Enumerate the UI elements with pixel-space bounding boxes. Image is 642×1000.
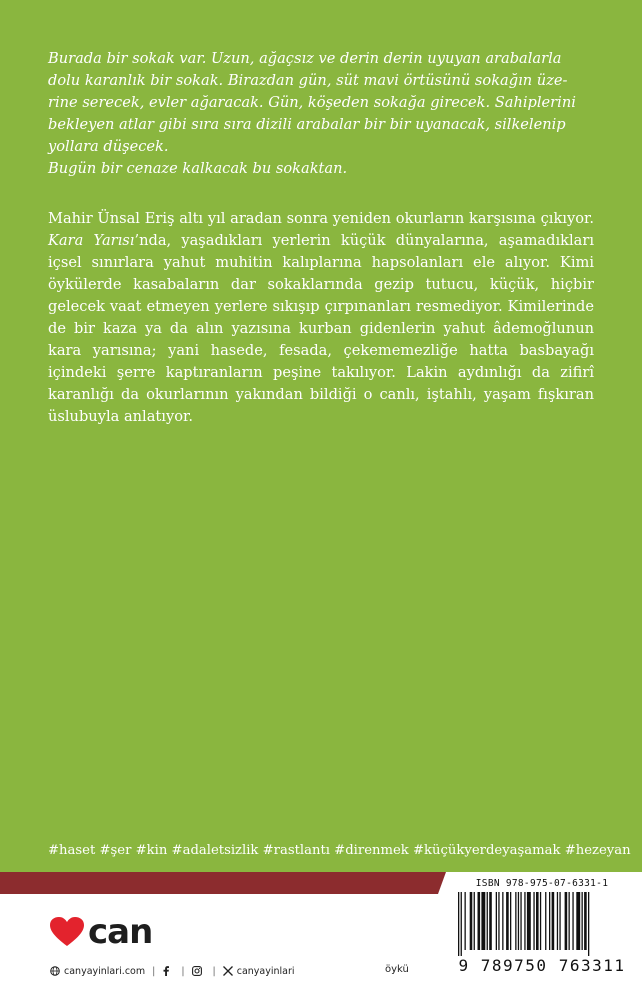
barcode-bar <box>520 892 521 950</box>
excerpt-line: rine serecek, evler ağaracak. Gün, köşeden sokağa girecek. Sahiplerini <box>48 94 576 111</box>
separator: | <box>181 965 185 977</box>
barcode-bar <box>545 892 546 950</box>
barcode-bar <box>557 892 558 950</box>
barcode-bar <box>502 892 503 950</box>
barcode-bar <box>478 892 481 950</box>
separator: | <box>212 965 216 977</box>
excerpt-line: dolu karanlık bir sokak. Birazdan gün, süt mavi örtüsünü sokağın üze- <box>48 72 568 89</box>
genre-label: öykü <box>385 964 409 975</box>
website-link[interactable]: canyayinlari.com <box>64 965 146 977</box>
barcode-bar <box>496 892 497 950</box>
barcode-bar <box>510 892 511 950</box>
barcode-bar <box>518 892 519 950</box>
excerpt-line: yollara düşecek. <box>48 138 169 155</box>
barcode-bar <box>576 892 580 950</box>
excerpt-line: Bugün bir cenaze kalkacak bu sokaktan. <box>48 160 348 177</box>
isbn-label: ISBN 978-975-07-6331-1 <box>475 878 609 889</box>
excerpt-line: Burada bir sokak var. Uzun, ağaçsız ve derin derin uyuyan arabalarla <box>48 50 562 67</box>
barcode-bar <box>465 892 466 950</box>
red-band-shape <box>0 872 446 894</box>
barcode-bar <box>487 892 488 950</box>
barcode-bar <box>470 892 473 950</box>
barcode-bar <box>498 892 499 950</box>
barcode-bar <box>588 892 589 956</box>
barcode-bar <box>524 892 525 950</box>
globe-icon <box>50 966 60 976</box>
barcode-bar <box>584 892 587 950</box>
barcode-bar <box>527 892 531 950</box>
x-icon[interactable] <box>223 966 233 976</box>
barcode-bars <box>458 892 626 956</box>
separator: | <box>152 965 156 977</box>
excerpt-line: bekleyen atlar gibi sıra sıra dizili arabalar bir bir uyanacak, silkelenip <box>48 116 566 133</box>
barcode-bar <box>506 892 509 950</box>
cover-text-block <box>48 48 594 428</box>
barcode-bar <box>515 892 516 950</box>
barcode-bar <box>552 892 555 950</box>
publisher-footer <box>50 964 295 978</box>
barcode-bar <box>572 892 573 950</box>
blurb-paragraph <box>48 208 594 428</box>
barcode-bar <box>489 892 492 950</box>
barcode-bar <box>540 892 541 950</box>
publisher-logo <box>50 912 152 952</box>
facebook-icon[interactable] <box>162 966 170 976</box>
logo-wordmark: can <box>88 912 153 952</box>
social-handle[interactable]: canyayinlari <box>236 965 295 977</box>
barcode-bar <box>559 892 560 950</box>
barcode-bar <box>549 892 550 950</box>
barcode-bar <box>533 892 534 950</box>
barcode-bar <box>458 892 459 956</box>
barcode-bar <box>565 892 568 950</box>
barcode-bar <box>481 892 485 950</box>
barcode-digits: 9 789750 763311 <box>458 956 626 975</box>
blurb-intro: Mahir Ünsal Eriş altı yıl aradan sonra yeniden okurların karşısına çıkıyor. <box>48 210 594 227</box>
barcode-bar <box>474 892 475 950</box>
barcode-bar <box>461 892 462 956</box>
book-title: Kara Yarısı <box>48 232 135 249</box>
barcode-bar <box>536 892 539 950</box>
barcode-bar <box>582 892 583 950</box>
heart-icon <box>50 917 84 947</box>
instagram-icon[interactable] <box>192 966 202 976</box>
barcode-bar <box>569 892 570 950</box>
blurb-body: ’nda, yaşadıkları yerlerin küçük dünyalarına, aşamadıkları içsel sınırlara yahut muhitin kalıplarına hapsolanları ele alıyor. Kimi öykülerde kasabaların dar sokaklarında gezip tutucu, küçük, hiçbir gelecek vaat etmeyen yerlere sıkışıp çırpınanları resmediyor. Kimilerinde de bir kaza ya da alın yazısına kurban gidenlerin yahut âdemoğlunun kara yarısına; yani hasede, fesada, çekememezliğe hatta basbayağı içindeki şerre kaptıranların peşine takılıyor. Lakin aydınlığı da zifirî karanlığı da okurlarının yakından bildiği o canlı, iştahlı, yaşam fışkıran üslubuyla anlatıyor. <box>48 232 595 425</box>
hashtags: #haset #şer #kin #adaletsizlik #rastlantı #direnmek #küçükyerdeyaşamak #hezeyan <box>48 843 631 858</box>
barcode-box <box>446 876 638 990</box>
excerpt <box>48 48 594 180</box>
